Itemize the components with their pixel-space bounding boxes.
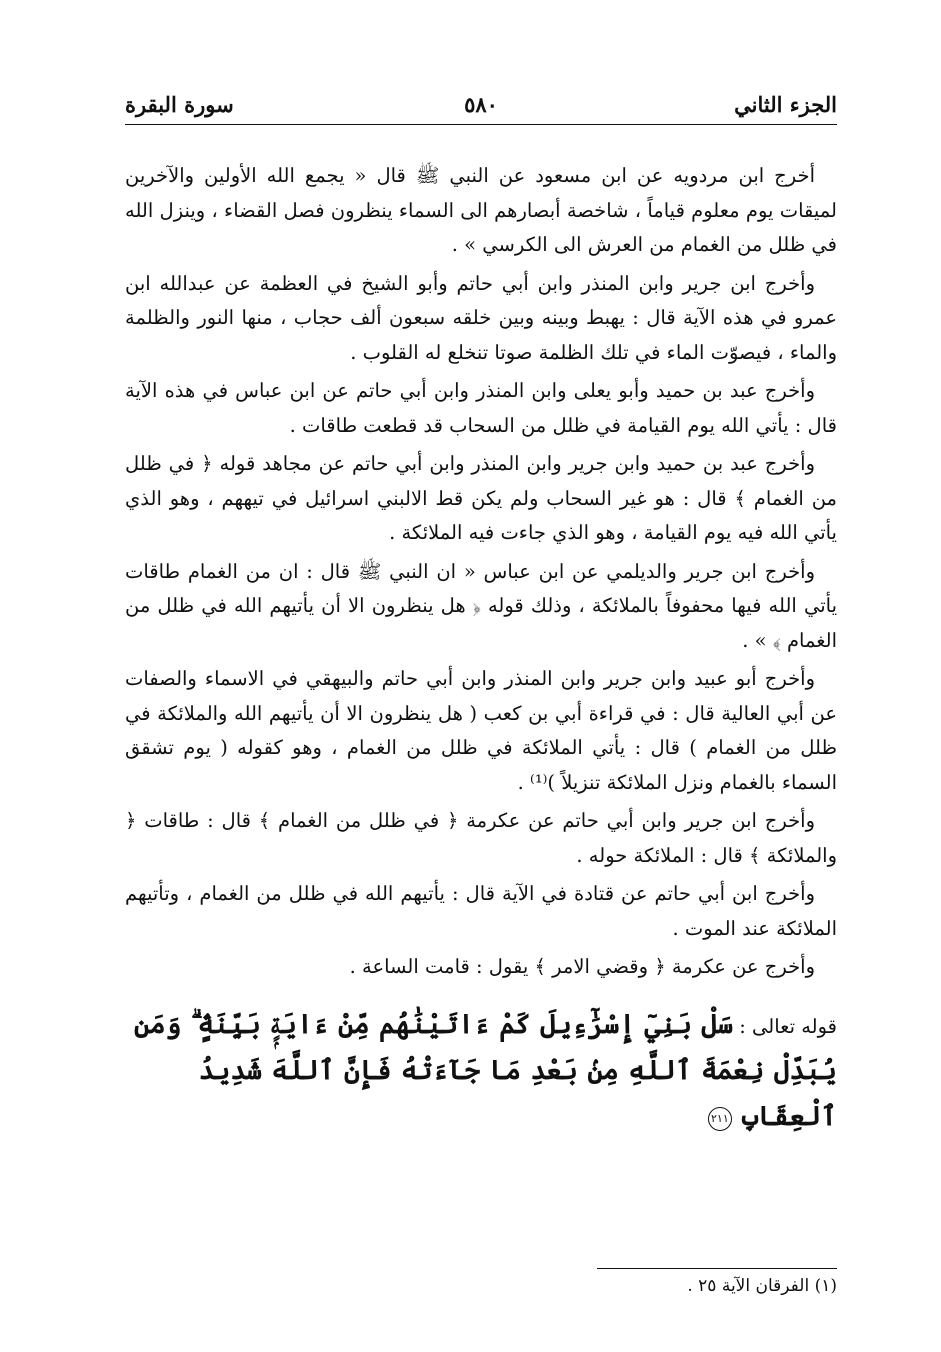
main-text xyxy=(125,159,837,985)
page-header xyxy=(125,88,837,125)
paragraph: وأخرج ابن أبي حاتم عن قتادة في الآية قال : يأتيهم الله في ظلل من الغمام ، وتأتيهم الملائكة عند الموت . xyxy=(125,882,837,940)
paragraph: وأخرج أبو عبيد وابن جرير وابن المنذر وابن أبي حاتم والبيهقي في الاسماء والصفات عن أبي العالية قال : في قراءة أبي بن كعب ( هل ينظرون الا أن يأتيهم الله والملائكة في ظلل من الغمام ) قال : يأتي الملائكة في ظلل من الغمام ، وهو كقوله ( يوم تشقق السماء بالغمام ونزل الملائكة تنزيلاً )⁽¹⁾ . xyxy=(125,667,837,794)
part-title: الجزء الثاني xyxy=(734,92,837,117)
verse-number-marker: ٢١١ xyxy=(708,1107,732,1131)
paragraph: وأخرج ابن جرير والديلمي عن ابن عباس « ان النبي ﷺ قال : ان من الغمام طاقات يأتي الله فيها محفوفاً بالملائكة ، وذلك قوله ﴿ هل ينظرون الا أن يأتيهم الله في ظلل من الغمام ﴾ » . xyxy=(125,559,837,652)
paragraph: أخرج ابن مردويه عن ابن مسعود عن النبي ﷺ قال « يجمع الله الأولين والآخرين لميقات يوم معلوم قياماً ، شاخصة أبصارهم الى السماء ينظرون فصل القضاء ، وينزل الله في ظلل من الغمام من العرش الى الكرسي » . xyxy=(125,164,837,256)
paragraph: وأخرج ابن جرير وابن أبي حاتم عن عكرمة ﴿ في ظلل من الغمام ﴾ قال : طاقات ﴿ والملائكة ﴾ قال : الملائكة حوله . xyxy=(125,809,837,867)
page-number: ٥٨٠ xyxy=(464,92,498,117)
paragraph: وأخرج عبد بن حميد وابن جرير وابن المنذر وابن أبي حاتم عن مجاهد قوله ﴿ في ظلل من الغمام ﴾ قال : هو غير السحاب ولم يكن قط الالبني اسرائيل في تيههم ، وهو الذي يأتي الله فيه يوم القيامة ، وهو الذي جاءت فيه الملائكة . xyxy=(125,452,837,544)
paragraph: وأخرج ابن جرير وابن المنذر وابن أبي حاتم وأبو الشيخ في العظمة عن عبدالله ابن عمرو في هذه الآية قال : يهبط وبينه وبين خلقه سبعون ألف حجاب ، منها النور والظلمة والماء ، فيصوّت الماء في تلك الظلمة صوتا تنخلع له القلوب . xyxy=(125,271,837,364)
verse-text: سَلْ بَنِيٓ إِسْرَٰٓءِيلَ كَمْ ءَاتَيْنَٰهُم مِّنْ ءَايَةٍۭ بَيِّنَةٍۢ ۗ وَمَن يُبَدِّلْ نِعْمَةَ ٱللَّهِ مِنۢ بَعْدِ مَا جَآءَتْهُ فَإِنَّ ٱللَّهَ شَدِيدُ ٱلْعِقَابِ xyxy=(134,1008,837,1132)
paragraph: وأخرج عبد بن حميد وأبو يعلى وابن المنذر وابن أبي حاتم عن ابن عباس في هذه الآية قال : يأتي الله يوم القيامة في ظلل من السحاب قد قطعت طاقات . xyxy=(125,379,837,437)
page xyxy=(125,88,837,1318)
verse-intro: قوله تعالى : xyxy=(739,1014,837,1038)
quran-verse-block xyxy=(125,1003,837,1141)
footnote-divider xyxy=(597,1268,837,1269)
footnote: (١) الفرقان الآية ٢٥ . xyxy=(687,1276,837,1296)
surah-title: سورة البقرة xyxy=(125,92,234,117)
paragraph: وأخرج عن عكرمة ﴿ وقضي الامر ﴾ يقول : قامت الساعة . xyxy=(349,955,815,978)
